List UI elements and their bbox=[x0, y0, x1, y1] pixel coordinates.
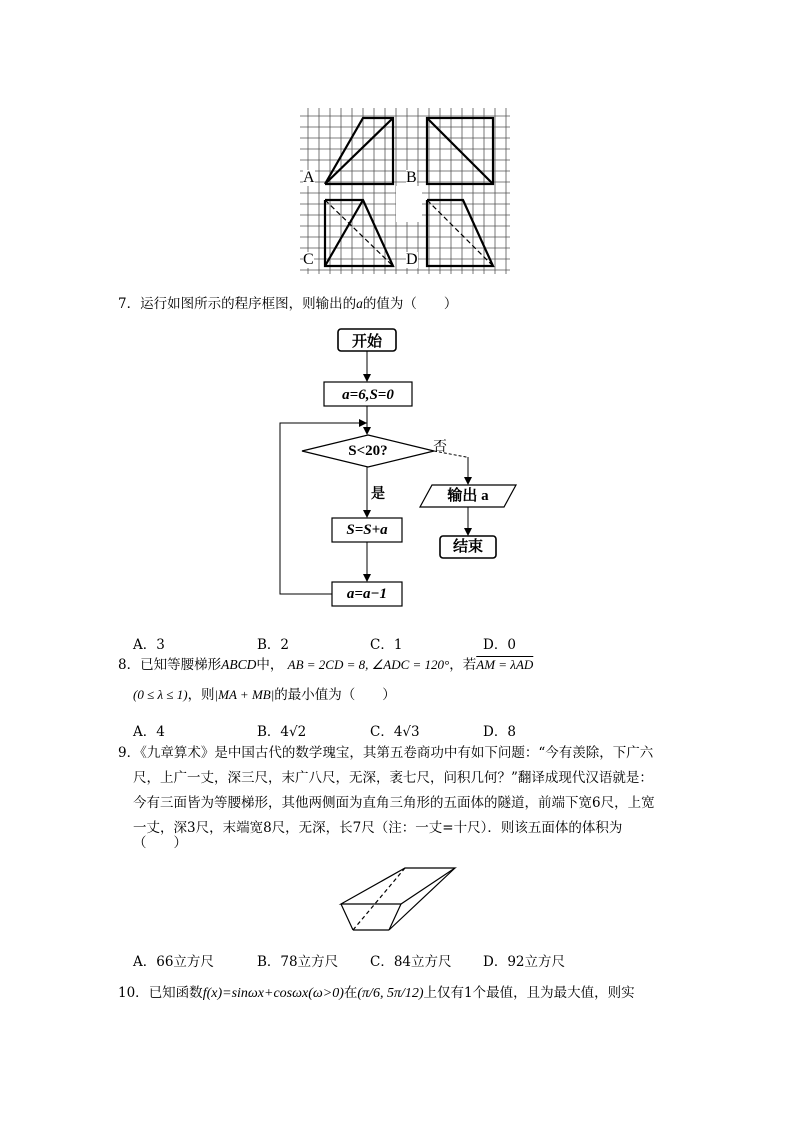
q8-condition: AB = 2CD = 8, ∠ADC = 120° bbox=[287, 657, 450, 672]
q8-text5: 的最小值为（ ） bbox=[274, 687, 396, 703]
q7-number: 7． bbox=[118, 296, 141, 312]
fc-end-label: 结束 bbox=[452, 539, 483, 555]
panel-c-shape bbox=[325, 200, 393, 266]
q8-text2: 中， bbox=[256, 657, 284, 673]
q10-interval: (π/6, 5π/12) bbox=[357, 986, 424, 1001]
q9-line3: 今有三面皆为等腰梯形，其他两侧面为直角三角形的五面体的隧道，前端下宽6尺，上宽 bbox=[133, 795, 655, 811]
q9-line2: 尺，上广一丈，深三尺，末广八尺，无深，袤七尺，问积几何？”翻译成现代汉语就是： bbox=[133, 770, 653, 786]
fc-yes-label: 是 bbox=[371, 487, 385, 502]
q7-var: a bbox=[356, 296, 363, 311]
q9-line4: 一丈，深3尺，末端宽8尺，无深，长7尺（注：一丈=十尺）．则该五面体的体积为 bbox=[133, 820, 623, 836]
q10-text2: 在 bbox=[343, 985, 358, 1001]
q8-range: (0 ≤ λ ≤ 1) bbox=[133, 687, 188, 702]
fc-output-label: 输出 a bbox=[447, 488, 489, 504]
q6-label-a: A bbox=[303, 169, 315, 186]
q7-option-a[interactable]: A．3 bbox=[133, 637, 165, 653]
q8-text1: 已知等腰梯形 bbox=[140, 657, 222, 673]
q7-text-before: 运行如图所示的程序框图，则输出的 bbox=[140, 296, 357, 312]
q8-number: 8． bbox=[118, 657, 141, 673]
fc-init-label: a=6,S=0 bbox=[342, 387, 394, 403]
q8-vector-eq: AM = λAD bbox=[476, 657, 534, 672]
panel-b-shape bbox=[427, 118, 493, 184]
q7-flowchart bbox=[270, 325, 530, 610]
q7-text-after: 的值为（ ） bbox=[362, 296, 458, 312]
q6-grid-figure bbox=[300, 108, 510, 274]
fc-start-label: 开始 bbox=[351, 334, 382, 350]
q8-stem-line2 bbox=[133, 681, 396, 709]
q10-stem bbox=[118, 975, 635, 1012]
q7-stem bbox=[118, 290, 457, 318]
q8-option-b[interactable]: B．4√2 bbox=[257, 724, 307, 740]
q6-label-d: D bbox=[406, 251, 418, 268]
q10-function: f(x)=sinωx+cosωx(ω>0) bbox=[202, 986, 344, 1001]
panel-a-shape bbox=[325, 118, 393, 184]
q9-option-c[interactable]: C．84立方尺 bbox=[370, 954, 452, 970]
q8-trapezoid: ABCD bbox=[221, 657, 257, 672]
q9-option-b[interactable]: B．78立方尺 bbox=[257, 954, 339, 970]
q6-label-c: C bbox=[303, 251, 314, 268]
q8-option-d[interactable]: D．8 bbox=[483, 724, 516, 740]
q7-option-b[interactable]: B．2 bbox=[257, 637, 290, 653]
q6-label-b: B bbox=[406, 169, 417, 186]
q7-option-d[interactable]: D．0 bbox=[483, 637, 516, 653]
q8-option-c[interactable]: C．4√3 bbox=[370, 724, 420, 740]
fc-cond-label: S<20? bbox=[348, 443, 388, 459]
q8-text3: ，若 bbox=[449, 657, 477, 673]
fc-no-label: 否 bbox=[433, 440, 447, 455]
q9-option-d[interactable]: D．92立方尺 bbox=[483, 954, 566, 970]
q10-text3: 上仅有1个最值，且为最大值，则实 bbox=[423, 985, 635, 1001]
fc-dec-label: a=a−1 bbox=[346, 586, 388, 602]
q8-option-a[interactable]: A．4 bbox=[133, 724, 165, 740]
q9-text-line1: 《九章算术》是中国古代的数学瑰宝，其第五卷商功中有如下问题：“今有羡除，下广六 bbox=[140, 745, 654, 761]
q8-stem-line1 bbox=[118, 651, 533, 679]
q9-line1 bbox=[118, 740, 653, 767]
q9-line5: （ ） bbox=[133, 835, 187, 851]
q10-number: 10． bbox=[118, 985, 149, 1001]
q8-text4: ，则 bbox=[187, 687, 215, 703]
q8-expression: |MA + MB| bbox=[214, 687, 275, 702]
q10-text1: 已知函数 bbox=[148, 985, 203, 1001]
panel-d-shape bbox=[427, 200, 493, 266]
q9-option-a[interactable]: A．66立方尺 bbox=[133, 954, 214, 970]
q7-option-c[interactable]: C．1 bbox=[370, 637, 403, 653]
q9-solid-figure bbox=[335, 860, 460, 935]
fc-sum-label: S=S+a bbox=[346, 522, 388, 538]
q9-number: 9． bbox=[118, 745, 141, 761]
